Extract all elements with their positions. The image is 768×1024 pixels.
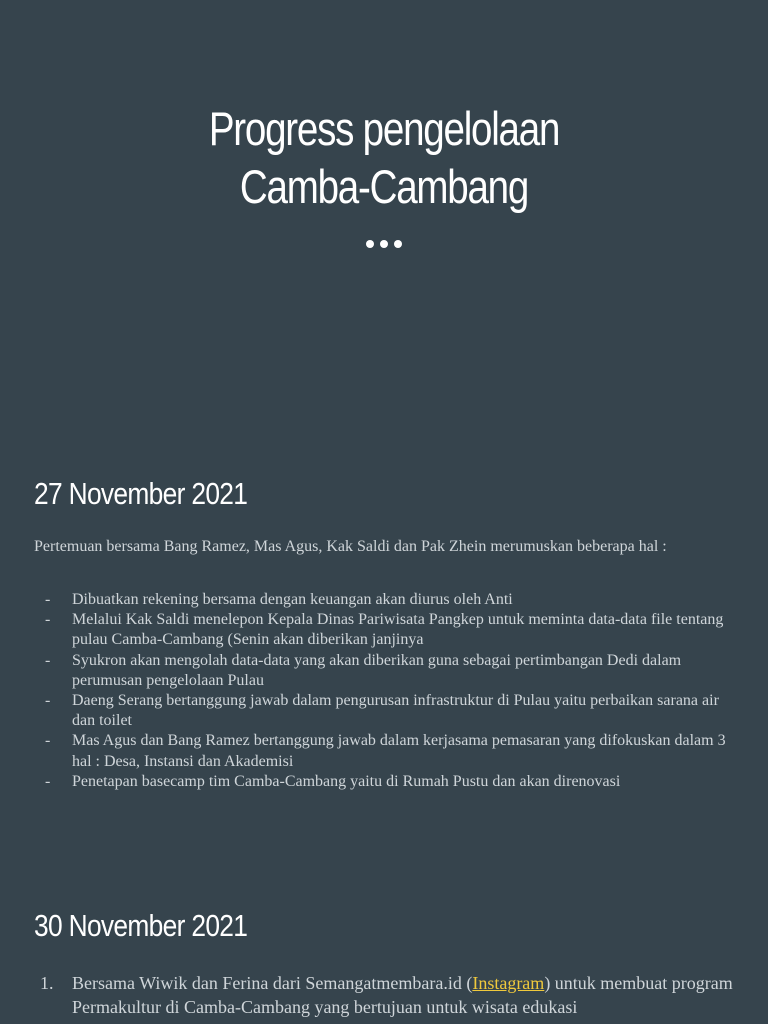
list-item [34,610,734,650]
dot [380,240,388,248]
list-item [34,651,734,691]
instagram-link[interactable]: Instagram [472,973,545,993]
dot [366,240,374,248]
page-title [69,100,699,216]
list-item-text-before: Bersama Wiwik dan Ferina dari Semangatmembara.id ( [72,973,473,993]
list-item-text: Daeng Serang bertanggung jawab dalam pengurusan infrastruktur di Pulau yaitu perbaikan sarana air dan toilet [72,692,719,730]
section-date-heading: 27 November 2021 [34,476,248,511]
section-date-heading: 30 November 2021 [34,908,248,943]
list-item-text: Penetapan basecamp tim Camba-Cambang yaitu di Rumah Pustu dan akan direnovasi [72,772,621,790]
bullet-dash: - [45,651,51,669]
bullet-dash: - [45,591,51,608]
bullet-dash: - [45,692,51,710]
list-item-text: Melalui Kak Saldi menelepon Kepala Dinas Pariwisata Pangkep untuk meminta data-data file tentang pulau Camba-Cambang (Senin akan diberikan janjinya [72,611,724,649]
list-item [34,971,734,1019]
dot [394,240,402,248]
page-title-line-2: Camba-Cambang [239,160,529,213]
bullet-list [34,590,734,792]
list-item [34,772,734,792]
list-item-text: Mas Agus dan Bang Ramez bertanggung jawab dalam kerjasama pemasaran yang difokuskan dalam 3 hal : Desa, Instansi dan Akademisi [72,732,726,770]
list-item [34,691,734,731]
list-item [34,731,734,771]
list-number: 1. [40,973,54,993]
section-intro-text: Pertemuan bersama Bang Ramez, Mas Agus, Kak Saldi dan Pak Zhein merumuskan beberapa hal : [34,538,667,555]
list-item-text-after: ) untuk membuat program Permakultur di Camba-Cambang yang bertujuan untuk wisata edukasi [72,973,733,1017]
bullet-dash: - [45,732,51,750]
page-title-line-1: Progress pengelolaan [208,102,560,155]
bullet-dash: - [45,772,51,790]
list-item-text: Dibuatkan rekening bersama dengan keuangan akan diurus oleh Anti [72,591,513,608]
list-item-text: Syukron akan mengolah data-data yang akan diberikan guna sebagai pertimbangan Dedi dalam perumusan pengelolaan Pulau [72,651,682,689]
list-item [34,590,734,610]
numbered-list [34,971,734,1019]
ellipsis-decoration [366,240,402,248]
bullet-dash: - [45,611,51,629]
